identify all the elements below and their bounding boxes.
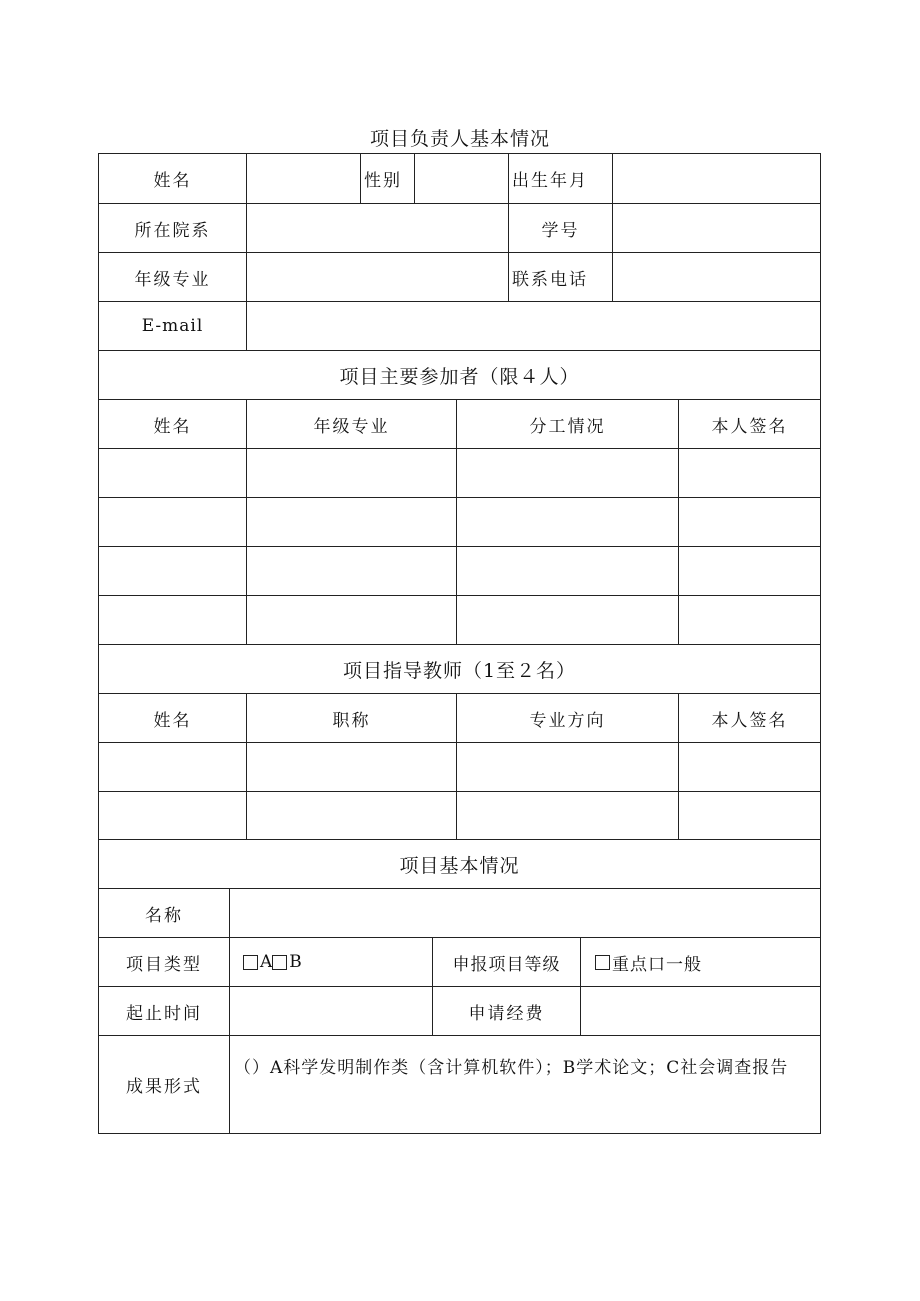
participants-header: 项目主要参加者（限４人） (99, 351, 821, 400)
leader-gender-field[interactable] (415, 154, 509, 204)
participant-4-signature[interactable] (679, 596, 821, 645)
leader-dept-field[interactable] (247, 204, 509, 253)
type-a-checkbox[interactable] (243, 955, 258, 970)
participants-col-signature: 本人签名 (679, 400, 821, 449)
leader-name-field[interactable] (247, 154, 361, 204)
type-a-label: A (260, 952, 273, 972)
type-b-checkbox[interactable] (272, 955, 287, 970)
participant-4-major[interactable] (247, 596, 457, 645)
advisors-col-field: 专业方向 (457, 694, 679, 743)
type-b-label: B (289, 952, 302, 972)
project-level-label: 申报项目等级 (433, 938, 581, 987)
participant-3-role[interactable] (457, 547, 679, 596)
participant-4-name[interactable] (99, 596, 247, 645)
participant-1-major[interactable] (247, 449, 457, 498)
advisors-col-name: 姓名 (99, 694, 247, 743)
advisor-2-title[interactable] (247, 792, 457, 840)
page-title: 项目负责人基本情况 (369, 128, 550, 150)
advisor-2-name[interactable] (99, 792, 247, 840)
advisor-1-signature[interactable] (679, 743, 821, 792)
advisors-header: 项目指导教师（1至２名） (99, 645, 821, 694)
participant-1-role[interactable] (457, 449, 679, 498)
participant-1-signature[interactable] (679, 449, 821, 498)
participant-1-name[interactable] (99, 449, 247, 498)
project-header: 项目基本情况 (99, 840, 821, 889)
participants-col-name: 姓名 (99, 400, 247, 449)
leader-major-field[interactable] (247, 253, 509, 302)
project-funding-field[interactable] (581, 987, 821, 1036)
level-key-label: 重点 (612, 954, 648, 975)
leader-phone-field[interactable] (613, 253, 821, 302)
participant-2-name[interactable] (99, 498, 247, 547)
project-type-options (230, 938, 433, 987)
advisor-2-field[interactable] (457, 792, 679, 840)
level-normal-label[interactable]: 口一般 (648, 954, 702, 975)
project-level-options (581, 938, 821, 987)
project-name-field[interactable] (230, 889, 821, 938)
project-funding-label: 申请经费 (433, 987, 581, 1036)
participants-col-role: 分工情况 (457, 400, 679, 449)
participants-col-major: 年级专业 (247, 400, 457, 449)
leader-email-field[interactable] (247, 302, 821, 351)
leader-email-label: E-mail (99, 302, 247, 351)
leader-major-label: 年级专业 (99, 253, 247, 302)
advisor-2-signature[interactable] (679, 792, 821, 840)
project-outcome-text: （）A科学发明制作类（含计算机软件）；B学术论文；C社会调查报告 (230, 1036, 821, 1134)
participant-2-major[interactable] (247, 498, 457, 547)
leader-gender-label: 性别 (361, 154, 415, 204)
participant-2-role[interactable] (457, 498, 679, 547)
level-key-checkbox[interactable] (595, 955, 610, 970)
leader-student-id-label: 学号 (509, 204, 613, 253)
leader-phone-label: 联系电话 (509, 253, 613, 302)
leader-dept-label: 所在院系 (99, 204, 247, 253)
leader-birth-field[interactable] (613, 154, 821, 204)
application-form-table (98, 153, 821, 1134)
leader-student-id-field[interactable] (613, 204, 821, 253)
advisor-1-field[interactable] (457, 743, 679, 792)
advisors-col-signature: 本人签名 (679, 694, 821, 743)
advisor-1-title[interactable] (247, 743, 457, 792)
project-type-label: 项目类型 (99, 938, 230, 987)
participant-3-name[interactable] (99, 547, 247, 596)
project-outcome-label: 成果形式 (99, 1036, 230, 1134)
advisors-col-title: 职称 (247, 694, 457, 743)
leader-name-label: 姓名 (99, 154, 247, 204)
advisor-1-name[interactable] (99, 743, 247, 792)
project-period-label: 起止时间 (99, 987, 230, 1036)
leader-birth-label: 出生年月 (509, 154, 613, 204)
participant-4-role[interactable] (457, 596, 679, 645)
participant-3-major[interactable] (247, 547, 457, 596)
project-period-field[interactable] (230, 987, 433, 1036)
participant-3-signature[interactable] (679, 547, 821, 596)
project-name-label: 名称 (99, 889, 230, 938)
participant-2-signature[interactable] (679, 498, 821, 547)
